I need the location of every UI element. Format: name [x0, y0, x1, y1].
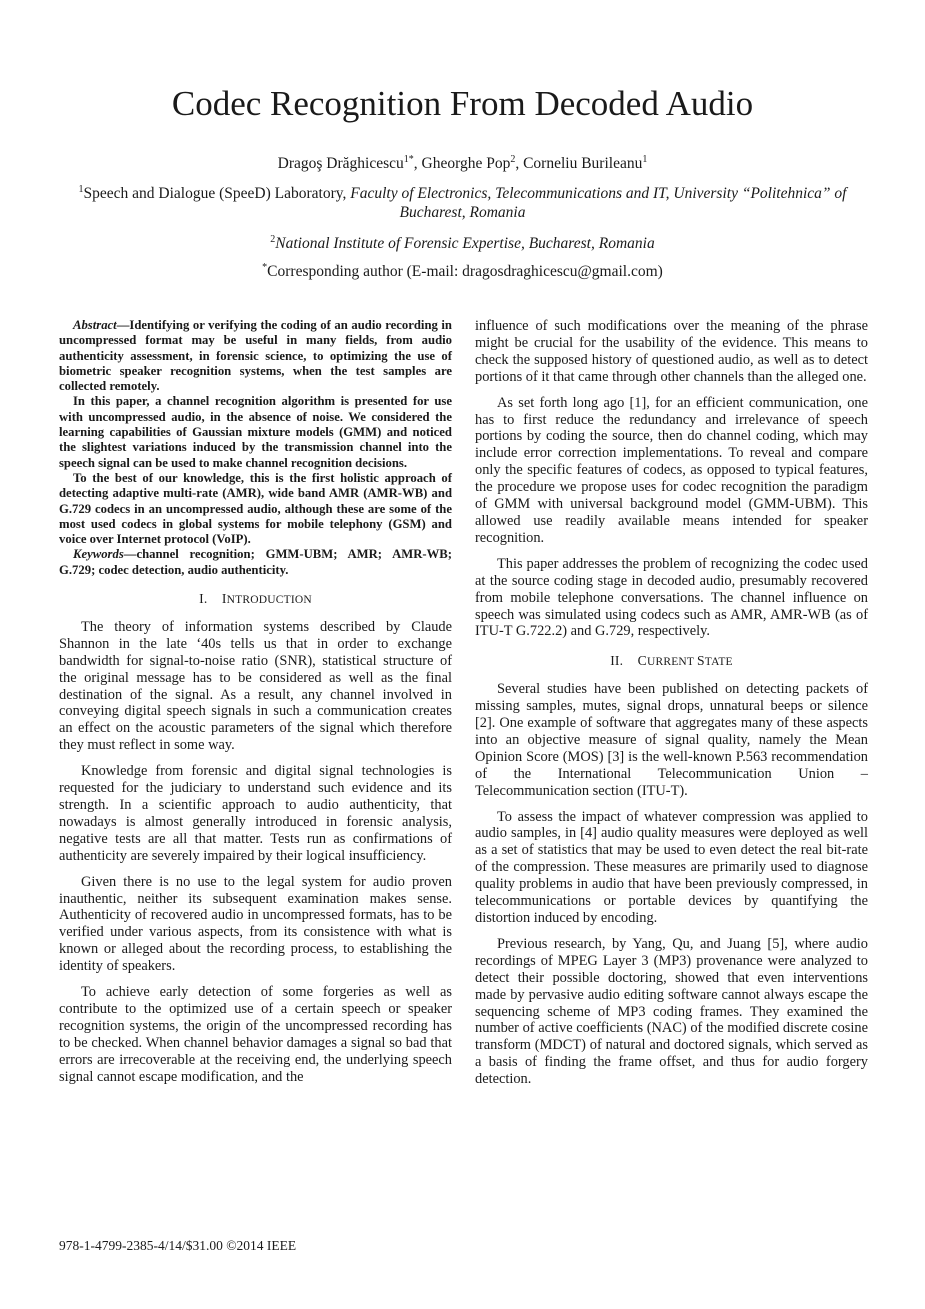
body-paragraph: Several studies have been published on detecting packets of missing samples, mutes, signal drops, unnatural beeps or silence [2]. One example of software that aggregates many of these aspects into an objective measure of signal quality, namely the Mean Opinion Score (MOS) [3] is the well-known P.563 recommendation of the International Telecommunication Union – Telecommunication section (ITU-T). — [475, 681, 868, 799]
section-title-initial: S — [697, 653, 705, 669]
author-affiliation-mark: 1* — [403, 153, 414, 165]
abstract-paragraph: To the best of our knowledge, this is the first holistic approach of detecting adaptive multi-rate (AMR), wide band AMR (AMR-WB) and G.729 codecs in an uncompressed audio, although these are some of the most used codecs in global systems for mobile telephony (GSM) and voice over Internet protocol (VoIP). — [59, 470, 452, 547]
author-affiliation-mark: 1 — [642, 153, 648, 165]
affiliation-mark: 2 — [270, 233, 276, 245]
corresponding-author-email: Corresponding author (E-mail: dragosdraghicescu@gmail.com) — [267, 263, 663, 280]
affiliation-mark: 1 — [78, 183, 84, 195]
body-paragraph: Given there is no use to the legal system for audio proven inauthentic, neither its subsequent examination makes sense. Authenticity of recovered audio in uncompressed formats, has to be verified under various aspects, from its consistence with what is known or alleged about the recording process, to establishing the identity of speakers. — [59, 873, 452, 975]
body-paragraph: The theory of information systems described by Claude Shannon in the late ‘40s tells us that in order to exchange bandwidth for signal-to-noise ratio (SNR), statistical structure of the original message has to be considered as well as the final destination of the signal. As a result, any channel involved in conveying digital speech signals in such a communication creates an effect on the acoustic parameters of the signal which therefore they must reflect in some way. — [59, 618, 452, 754]
section-title-rest: URRENT — [646, 656, 698, 669]
affiliation-mark: * — [262, 261, 268, 273]
keywords-text: —channel recognition; GMM-UBM; AMR; AMR-WB; G.729; codec detection, audio authenticity. — [59, 547, 452, 577]
abstract-label: Abstract — [73, 318, 117, 332]
section-title-initial: I — [221, 591, 227, 607]
affiliation-lab: Speech and Dialogue (SpeeD) Laboratory, — [83, 185, 347, 202]
affiliation-1 — [60, 184, 865, 222]
corresponding-author — [60, 262, 865, 281]
section-number: II. — [610, 653, 624, 669]
body-paragraph: As set forth long ago [1], for an efficient communication, one has to first reduce the redundancy and irrelevance of speech portions by coding the source, then do channel coding, which may include error correction implementations. To reveal and compare only the specific features of codecs, as opposed to typical features, the procedure we propose uses for codec recognition the paradigm of GMM with universal background model (GMM-UBM). This allowed use readily available means intended for speaker recognition. — [475, 394, 868, 546]
keywords-label: Keywords — [73, 547, 124, 562]
abstract-text: —Identifying or verifying the coding of an audio recording in uncompressed format may be useful in many fields, from audio authenticity assessment, in forensic science, to optimizing the use of biometric speaker recognition systems, when the test samples are collected remotely. — [59, 318, 452, 394]
affiliation-institution: Faculty of Electronics, Telecommunications and IT, University “Politehnica” of Bucharest, Romania — [350, 185, 847, 221]
author-name: Corneliu Burileanu — [523, 155, 643, 172]
body-paragraph: This paper addresses the problem of recognizing the codec used at the source coding stage in decoded audio, presumably recovered from mobile telephone conversations. The channel influence on speech was simulated using codecs such as AMR, AMR-WB (as of ITU-T G.722.2) and G.729, respectively. — [475, 555, 868, 640]
left-column — [59, 318, 452, 1095]
abstract-paragraph: In this paper, a channel recognition algorithm is presented for use with uncompressed audio, in the absence of noise. We considered the learning capabilities of Gaussian mixture models (GMM) and noticed the slightest variations induced by the transmission channel into the speech signal can be used to make channel recognition decisions. — [59, 394, 452, 470]
author-list: Dragoş Drăghicescu$^{1*}$, Gheorghe Pop$^2$, Corneliu Burileanu$^1$ — [277, 153, 648, 172]
right-column — [475, 318, 868, 1097]
body-paragraph: Knowledge from forensic and digital signal technologies is requested for the judiciary to understand such evidence and its strength. In a scientific approach to audio authenticity, that nowadays is almost generally introduced in forensic analysis, negative tests are all that matter. Tests run as confirmations of authenticity are severely impaired by their logical insufficiency. — [59, 763, 452, 864]
paper-title: Codec Recognition From Decoded Audio — [171, 84, 754, 123]
section-heading-current-state — [475, 653, 868, 671]
copyright-footer: 978-1-4799-2385-4/14/$31.00 ©2014 IEEE — [59, 1238, 297, 1253]
body-paragraph: Previous research, by Yang, Qu, and Juang [5], where audio recordings of MPEG Layer 3 (MP3) provenance were analyzed to detect their possible doctoring, showed that even interventions made by pervasive audio editing software cannot always escape the sequencing scheme of MP3 coding frames. They examined the number of active coefficients (NAC) of the modified discrete cosine transform (MDCT) of natural and doctored signals, which served as a basis of finding the frame offset, and thus for audio forgery detection. — [475, 935, 868, 1088]
section-number: I. — [199, 591, 208, 607]
section-title-rest: NTRODUCTION — [226, 594, 312, 607]
keywords — [59, 547, 452, 578]
abstract-paragraph — [59, 318, 452, 394]
section-title-initial: C — [637, 653, 647, 669]
author-affiliation-mark: 2 — [510, 153, 516, 165]
author-name: Gheorghe Pop — [421, 155, 511, 172]
body-paragraph: influence of such modifications over the meaning of the phrase might be crucial for the usability of the evidence. This means to check the supposed history of questioned audio, as well as to detect portions of it that came through other channels than the alleged one. — [475, 318, 868, 385]
section-title-rest: TATE — [704, 656, 733, 669]
section-heading-introduction — [59, 591, 452, 609]
body-paragraph: To assess the impact of whatever compression was applied to audio samples, in [4] audio quality measures were deployed as well as a set of statistics that may be used to even detect the real bit-rate of the compression. These measures are primarily used to diagnose quality problems in audio that have been previously compressed, in telecommunications or portable devices by quantifying the distortion induced by encoding. — [475, 808, 868, 926]
author-name: Dragoş Drăghicescu — [277, 155, 404, 172]
affiliation-institution: National Institute of Forensic Expertise, Bucharest, Romania — [275, 235, 655, 252]
affiliation-2 — [60, 234, 865, 253]
body-paragraph: To achieve early detection of some forgeries as well as contribute to the optimized use of a certain speech or speaker recognition systems, the origin of the uncompressed recording has to be checked. When channel behavior damages a signal so bad that errors are irrecoverable at the receiving end, the underlying speech signal cannot escape modification, and the — [59, 984, 452, 1085]
